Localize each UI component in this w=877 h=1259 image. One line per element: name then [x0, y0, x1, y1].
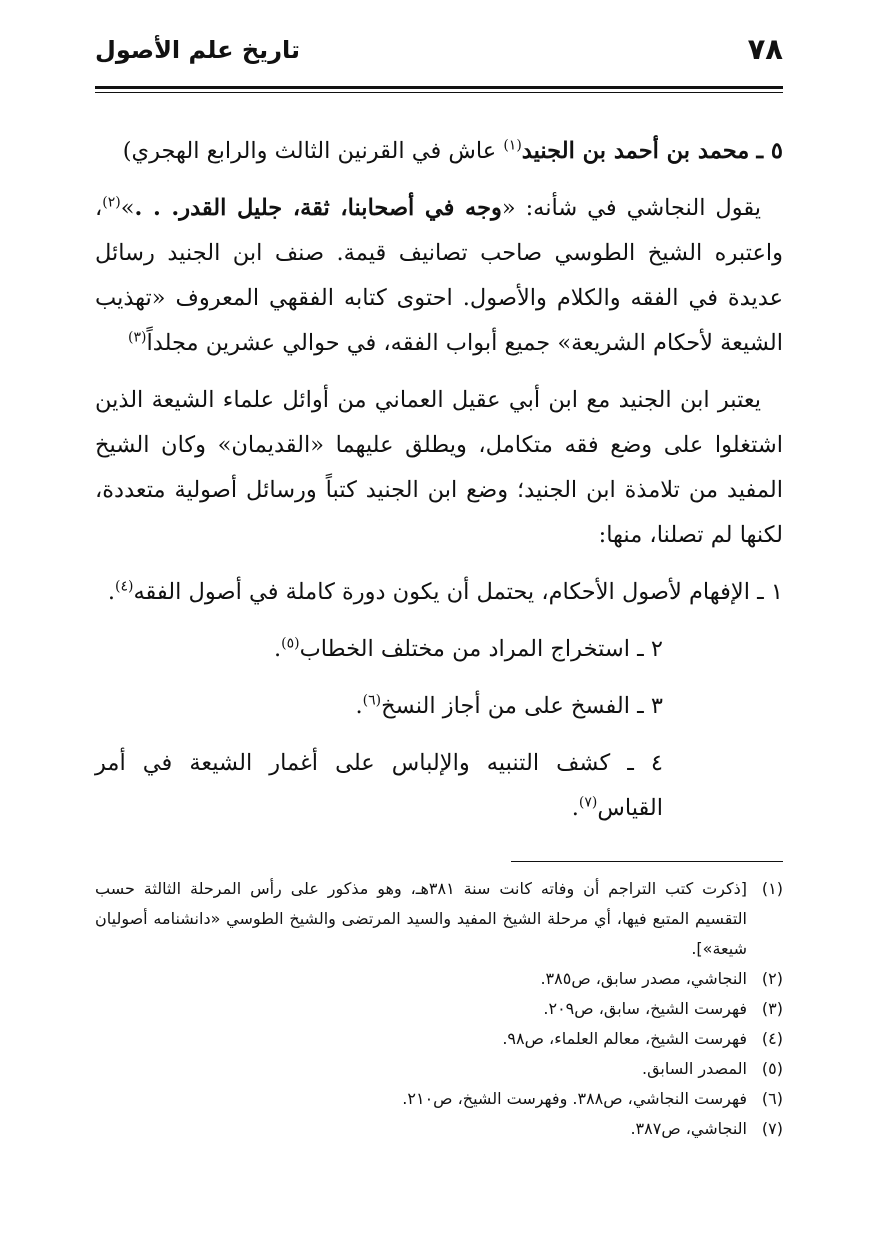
list-item-end: .: [355, 693, 363, 719]
book-page: [95, 30, 783, 1144]
list-item-text: ١ ـ الإفهام لأصول الأحكام، يحتمل أن يكون دورة كاملة في أصول الفقه: [133, 579, 783, 605]
footnote: [95, 1024, 783, 1054]
najashi-quote: وجه في أصحابنا، ثقة، جليل القدر. . .: [134, 195, 502, 221]
footnote-text: المصدر السابق.: [641, 1059, 747, 1078]
section-description: عاش في القرنين الثالث والرابع الهجري): [122, 138, 497, 164]
footnote-text: فهرست الشيخ، سابق، ص٢٠٩.: [543, 999, 747, 1018]
list-item: [95, 627, 783, 672]
footnote-ref[interactable]: (٢): [102, 194, 121, 211]
footnote: [95, 1114, 783, 1144]
page-number: ٧٨: [747, 32, 783, 66]
paragraph-ibn-junayd: يعتبر ابن الجنيد مع ابن أبي عقيل العماني من أوائل علماء الشيعة الذين اشتغلوا على وضع فقه متكامل، ويطلق عليهما «القديمان» وكان الشيخ المفيد من تلامذة ابن الجنيد؛ وضع ابن الجنيد كتباً ورسائل أصولية متعددة، لكنها لم تصلنا، منها:: [95, 387, 783, 548]
list-item-end: .: [571, 795, 579, 821]
footnote: [95, 874, 783, 964]
section-name: محمد بن أحمد بن الجنيد: [521, 138, 750, 164]
paragraph-intro: يقول النجاشي في شأنه: «: [501, 195, 762, 221]
list-item: [95, 741, 783, 831]
footnote-ref[interactable]: (٥): [281, 635, 300, 652]
footnote-text: فهرست النجاشي، ص٣٨٨. وفهرست الشيخ، ص٢١٠.: [402, 1089, 747, 1108]
list-item-text: ٢ ـ استخراج المراد من مختلف الخطاب: [299, 636, 663, 662]
quote-close: »: [120, 195, 135, 221]
footnote-number: (٤): [761, 1029, 783, 1048]
footnote-ref[interactable]: (٣): [128, 329, 147, 346]
section-heading: [95, 129, 783, 174]
footnote-number: (٢): [761, 969, 783, 988]
footnote-number: (٦): [761, 1089, 783, 1108]
section-number: ٥ ـ: [756, 138, 783, 164]
footnote-ref[interactable]: (٤): [114, 578, 134, 595]
list-item-end: .: [273, 636, 282, 662]
list-item: [95, 570, 783, 615]
list-item: [95, 684, 783, 729]
footnote-number: (٥): [761, 1059, 783, 1078]
footnote-text: [ذكرت كتب التراجم أن وفاته كانت سنة ٣٨١هـ، وهو مذكور على رأس المرحلة الثالثة حسب التقسيم المتبع فيها، أي مرحلة الشيخ المفيد والسيد المرتضى والشيخ الطوسي «دانشنامه أصوليان شيعة»].: [95, 879, 747, 958]
footnote-separator: [511, 861, 783, 862]
footnote: [95, 964, 783, 994]
paragraph-text: ، واعتبره الشيخ الطوسي صاحب تصانيف قيمة. صنف ابن الجنيد رسائل عديدة في الفقه والكلام والأصول. احتوى كتابه الفقهي المعروف «تهذيب الشيعة لأحكام الشريعة» جميع أبواب الفقه، في حوالي عشرين مجلداً: [95, 195, 783, 356]
footnotes: [95, 874, 783, 1144]
paragraph-najashi: [95, 186, 783, 366]
footnote-number: (٧): [761, 1119, 783, 1138]
page-header: [95, 30, 783, 84]
footnote-ref[interactable]: (١): [503, 137, 522, 154]
footnote: [95, 994, 783, 1024]
footnote-text: فهرست الشيخ، معالم العلماء، ص٩٨.: [502, 1029, 747, 1048]
running-title: تاريخ علم الأصول: [95, 36, 301, 64]
footnote-number: (١): [761, 879, 783, 898]
footnote-ref[interactable]: (٧): [578, 794, 598, 811]
footnote: [95, 1054, 783, 1084]
footnote-ref[interactable]: (٦): [362, 692, 382, 709]
main-text: [95, 129, 783, 831]
footnote-text: النجاشي، ص٣٨٧.: [630, 1119, 747, 1138]
footnote: [95, 1084, 783, 1114]
list-item-text: ٤ ـ كشف التنبيه والإلباس على أغمار الشيعة في أمر القياس: [95, 750, 663, 821]
footnote-number: (٣): [761, 999, 783, 1018]
header-rule-thin: [95, 92, 783, 93]
list-item-end: .: [107, 579, 115, 605]
footnote-text: النجاشي، مصدر سابق، ص٣٨٥.: [540, 969, 747, 988]
header-rule-thick: [95, 86, 783, 89]
list-item-text: ٣ ـ الفسخ على من أجاز النسخ: [381, 693, 663, 719]
